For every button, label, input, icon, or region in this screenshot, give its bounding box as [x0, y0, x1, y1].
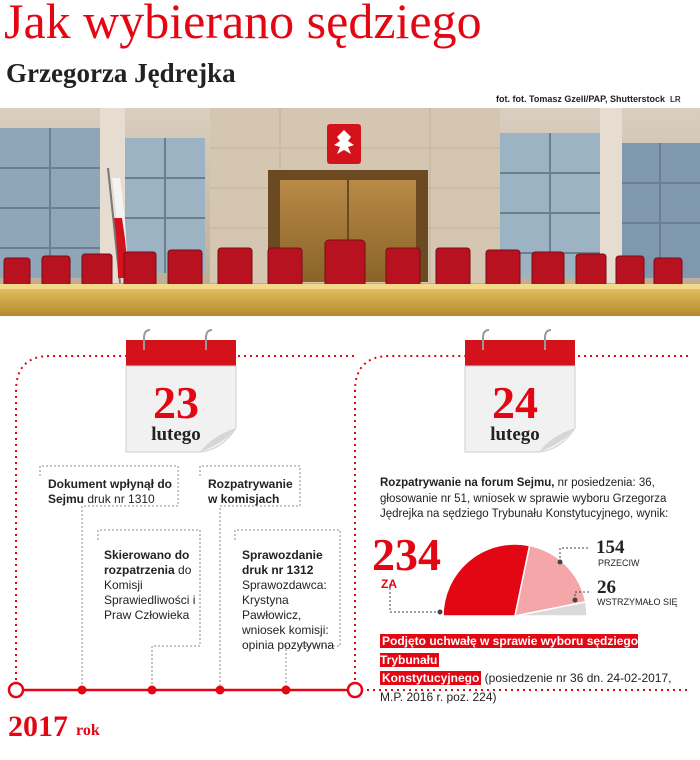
timeline-dot-committee [216, 686, 225, 695]
vote-intro-detail: nr posiedzenia: 36, głosowanie nr 51, wniosek w sprawie wyboru Grzegorza Jędrejka na sędziego Trybunału Konstytucyjnego, wynik: [380, 477, 669, 521]
vote-intro-title: Rozpatrywanie na forum Sejmu, [380, 477, 555, 489]
vote-against-label: PRZECIW [598, 558, 640, 568]
calendar-day-2: 24 [492, 377, 538, 428]
calendar-day-1: 23 [153, 377, 199, 428]
timeline-vote-marker [348, 683, 362, 697]
event-committee [208, 477, 300, 507]
vote-abstain-value: 26 [597, 577, 616, 598]
resolution-detail: (posiedzenie nr 36 dn. 24-02-2017, M.P. 2016 r. poz. 224) [380, 671, 672, 704]
leader-for-dot [438, 610, 443, 615]
vote-abstain-label: WSTRZYMAŁO SIĘ [597, 597, 678, 607]
vote-description [380, 476, 680, 523]
timeline-year: 2017 [8, 710, 68, 743]
calendar-feb24 [465, 330, 575, 452]
event-received [48, 477, 176, 507]
event-report-detail: Sprawozdawca: Krystyna Pawłowicz, wniosek komisji: opinia pozytywna [242, 578, 335, 652]
event-received-title: Dokument wpłynął do Sejmu [48, 477, 173, 506]
vote-against-value: 154 [596, 537, 625, 558]
vote-semicircle-chart [443, 544, 587, 616]
timeline-dot-referred [148, 686, 157, 695]
timeline-dot-report [282, 686, 291, 695]
vote-for-value: 234 [372, 529, 441, 580]
event-referred-title: Skierowano do rozpatrzenia [104, 548, 190, 577]
event-received-detail: druk nr 1310 [84, 492, 155, 506]
photo-credit: fot. fot. Tomasz Gzell/PAP, Shutterstock [496, 94, 666, 104]
timeline-start-marker [9, 683, 23, 697]
leader-abstain-dot [573, 598, 578, 603]
page-subtitle: Grzegorza Jędrejka [6, 58, 236, 88]
courtroom-photo [0, 108, 700, 316]
calendar-month-2: lutego [490, 424, 540, 445]
event-report-title: Sprawozdanie druk nr 1312 [242, 548, 323, 577]
calendar-feb23 [126, 330, 236, 452]
event-referred-detail: do Komisji Sprawiedliwości i Praw Człowieka [104, 563, 196, 622]
timeline-frame-left [16, 356, 140, 686]
page-title: Jak wybierano sędziego [4, 0, 482, 49]
resolution-highlight-2: Konstytucyjnego [382, 671, 480, 686]
event-report [242, 548, 338, 653]
leader-for [390, 584, 440, 612]
credit-mark: LR [670, 95, 681, 104]
resolution-text [380, 632, 685, 706]
leader-against-dot [558, 560, 563, 565]
resolution-highlight-1: Podjęto uchwałę w sprawie wyboru sędziego Trybunału [380, 634, 639, 667]
calendar-month-1: lutego [151, 424, 201, 445]
leader-against [560, 548, 588, 562]
timeline-dot-received [78, 686, 87, 695]
event-committee-title: Rozpatrywanie w komisjach [208, 477, 293, 506]
vote-for-label: ZA [381, 577, 397, 591]
event-referred [104, 548, 200, 623]
timeline-year-unit: rok [76, 722, 100, 739]
